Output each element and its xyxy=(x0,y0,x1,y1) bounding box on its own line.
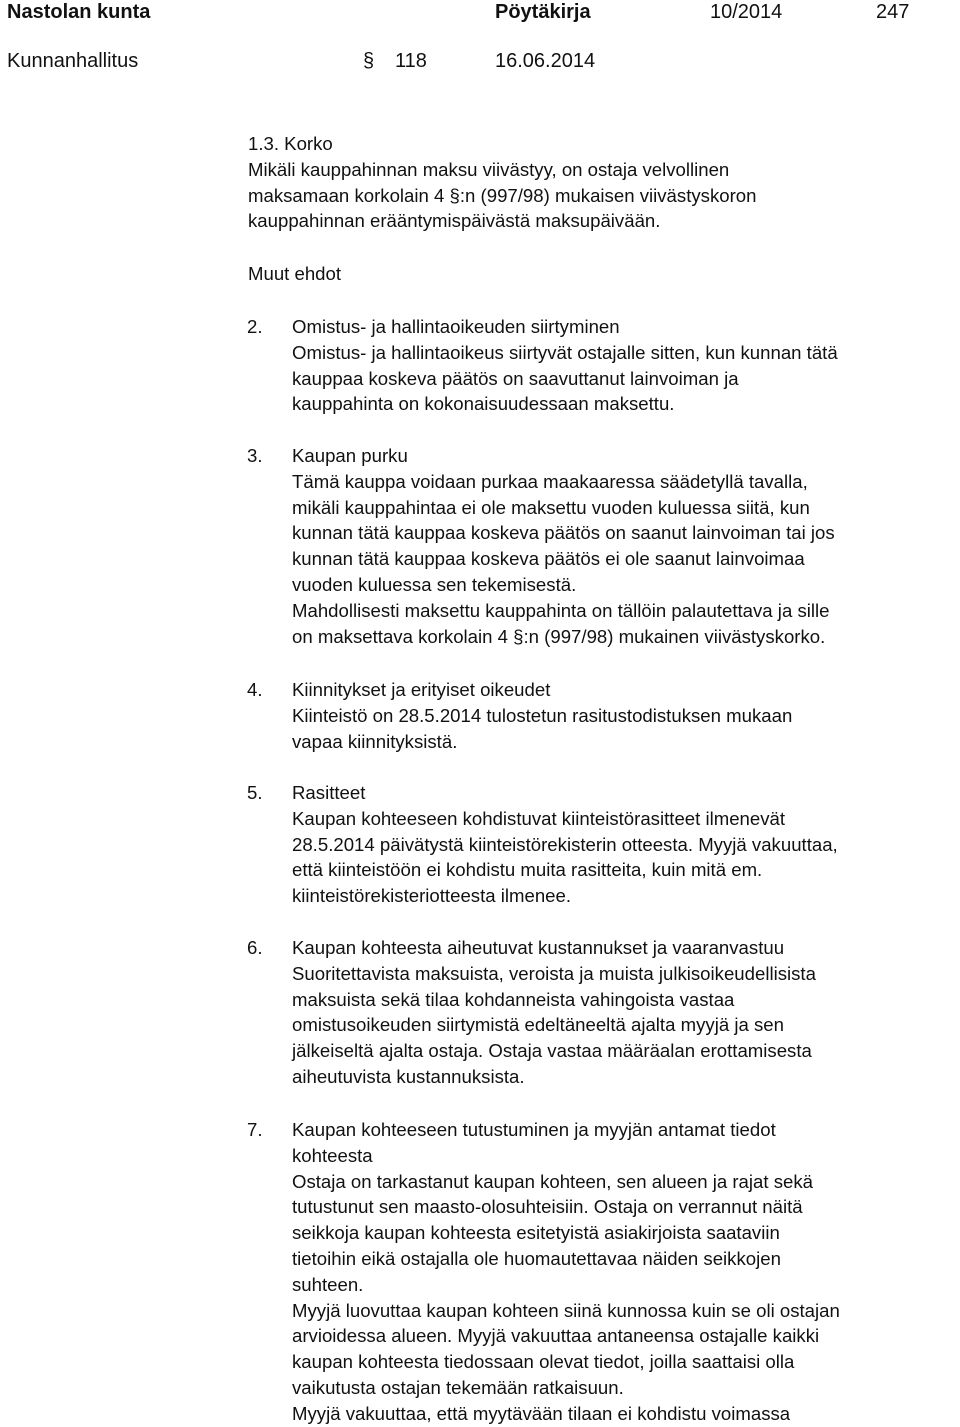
item-line: Kaupan kohteesta aiheutuvat kustannukset ja vaaranvastuu xyxy=(292,937,785,958)
header-body: Kunnanhallitus xyxy=(7,50,139,72)
item-line: kaupan kohteesta tiedossaan olevat tiedot, joilla saattaisi olla xyxy=(292,1351,795,1373)
item-paragraph xyxy=(292,677,956,754)
intro-line: 1.3. Korko xyxy=(248,133,333,154)
item-line: Kiinnitykset ja erityiset oikeudet xyxy=(292,679,551,700)
item-number: 7. xyxy=(247,1119,263,1140)
item-paragraph xyxy=(292,1117,956,1427)
item-line: kauppaa koskeva päätös on saavuttanut lainvoiman ja xyxy=(292,367,739,389)
item-line: tutustunut sen maasto-olosuhteisiin. Ostaja on verrannut näitä xyxy=(292,1196,803,1218)
item-line: 28.5.2014 päivätystä kiinteistörekisterin otteesta. Myyjä vakuuttaa, xyxy=(292,833,838,855)
item-line: tietoihin eikä ostajalla ole huomautettavaa näiden seikkojen xyxy=(292,1247,781,1269)
item-line: vapaa kiinnityksistä. xyxy=(292,730,458,752)
intro-line: Mikäli kauppahinnan maksu viivästyy, on ostaja velvollinen xyxy=(248,158,730,180)
item-line: vaikutusta ostajan tekemään ratkaisuun. xyxy=(292,1376,624,1398)
item-line: Kiinteistö on 28.5.2014 tulostetun rasitustodistuksen mukaan xyxy=(292,704,793,726)
item-line: vuoden kuluessa sen tekemisestä. xyxy=(292,573,577,595)
item-line: mikäli kauppahintaa ei ole maksettu vuoden kuluessa siitä, kun xyxy=(292,496,810,518)
item-line: aiheutuvista kustannuksista. xyxy=(292,1065,525,1087)
item-line: omistusoikeuden siirtymistä edeltäneeltä ajalta myyjä ja sen xyxy=(292,1014,784,1036)
intro-line: maksamaan korkolain 4 §:n (997/98) mukaisen viivästyskoron xyxy=(248,184,757,206)
header-section-number: 118 xyxy=(395,50,427,72)
item-line: on maksettava korkolain 4 §:n (997/98) mukainen viivästyskorko. xyxy=(292,625,826,647)
item-line: että kiinteistöön ei kohdistu muita rasitteita, kuin mitä em. xyxy=(292,859,763,881)
item-line: Ostaja on tarkastanut kaupan kohteen, sen alueen ja rajat sekä xyxy=(292,1170,813,1192)
item-paragraph xyxy=(292,314,956,417)
header-page-number: 247 xyxy=(876,1,910,23)
item-line: Omistus- ja hallintaoikeuden siirtyminen xyxy=(292,316,620,337)
item-line: arvioidessa alueen. Myyjä vakuuttaa antaneensa ostajalle kaikki xyxy=(292,1325,820,1347)
item-line: Mahdollisesti maksettu kauppahinta on tällöin palautettava ja sille xyxy=(292,599,830,621)
item-line: kunnan tätä kauppaa koskeva päätös on saanut lainvoiman tai jos xyxy=(292,522,835,544)
item-number: 4. xyxy=(247,679,263,700)
item-line: kiinteistörekisteriotteesta ilmenee. xyxy=(292,885,572,907)
intro-section xyxy=(248,131,756,234)
item-line: jälkeiseltä ajalta ostaja. Ostaja vastaa määräalan erottamisesta xyxy=(292,1040,812,1062)
muut-ehdot-label: Muut ehdot xyxy=(248,263,342,284)
item-line: Rasitteet xyxy=(292,782,366,803)
item-paragraph xyxy=(292,780,956,909)
item-line: seikkoja kaupan kohteesta esitetyistä asiakirjoista saataviin xyxy=(292,1222,780,1244)
item-number: 3. xyxy=(247,445,263,466)
header-section-symbol: § xyxy=(363,50,375,72)
item-line: Suoritettavista maksuista, veroista ja muista julkisoikeudellisista xyxy=(292,962,816,984)
item-line: Myyjä luovuttaa kaupan kohteen siinä kunnossa kuin se oli ostajan xyxy=(292,1299,840,1321)
item-paragraph xyxy=(292,935,956,1090)
item-number: 2. xyxy=(247,316,263,337)
item-line: Omistus- ja hallintaoikeus siirtyvät ostajalle sitten, kun kunnan tätä xyxy=(292,341,838,363)
intro-line: kauppahinnan erääntymispäivästä maksupäivään. xyxy=(248,210,661,232)
item-paragraph xyxy=(292,443,956,649)
header-doc-type: Pöytäkirja xyxy=(495,1,591,23)
item-line: Tämä kauppa voidaan purkaa maakaaressa säädetyllä tavalla, xyxy=(292,470,808,492)
header-org: Nastolan kunta xyxy=(7,1,151,23)
item-number: 6. xyxy=(247,937,263,958)
item-line: suhteen. xyxy=(292,1273,364,1295)
header-date: 16.06.2014 xyxy=(495,50,596,72)
item-line: kauppahinta on kokonaisuudessaan maksettu. xyxy=(292,393,675,415)
item-number: 5. xyxy=(247,782,263,803)
header-issue: 10/2014 xyxy=(710,1,783,23)
item-line: Kaupan kohteeseen tutustuminen ja myyjän antamat tiedot xyxy=(292,1119,776,1140)
item-line: kunnan tätä kauppaa koskeva päätös ei ole saanut lainvoimaa xyxy=(292,548,805,570)
item-line: Kaupan purku xyxy=(292,445,408,466)
item-line: kohteesta xyxy=(292,1144,373,1166)
item-line: maksuista sekä tilaa kohdanneista vahingoista vastaa xyxy=(292,988,735,1010)
item-line: Myyjä vakuuttaa, että myytävään tilaan ei kohdistu voimassa xyxy=(292,1402,791,1424)
item-line: Kaupan kohteeseen kohdistuvat kiinteistörasitteet ilmenevät xyxy=(292,807,786,829)
